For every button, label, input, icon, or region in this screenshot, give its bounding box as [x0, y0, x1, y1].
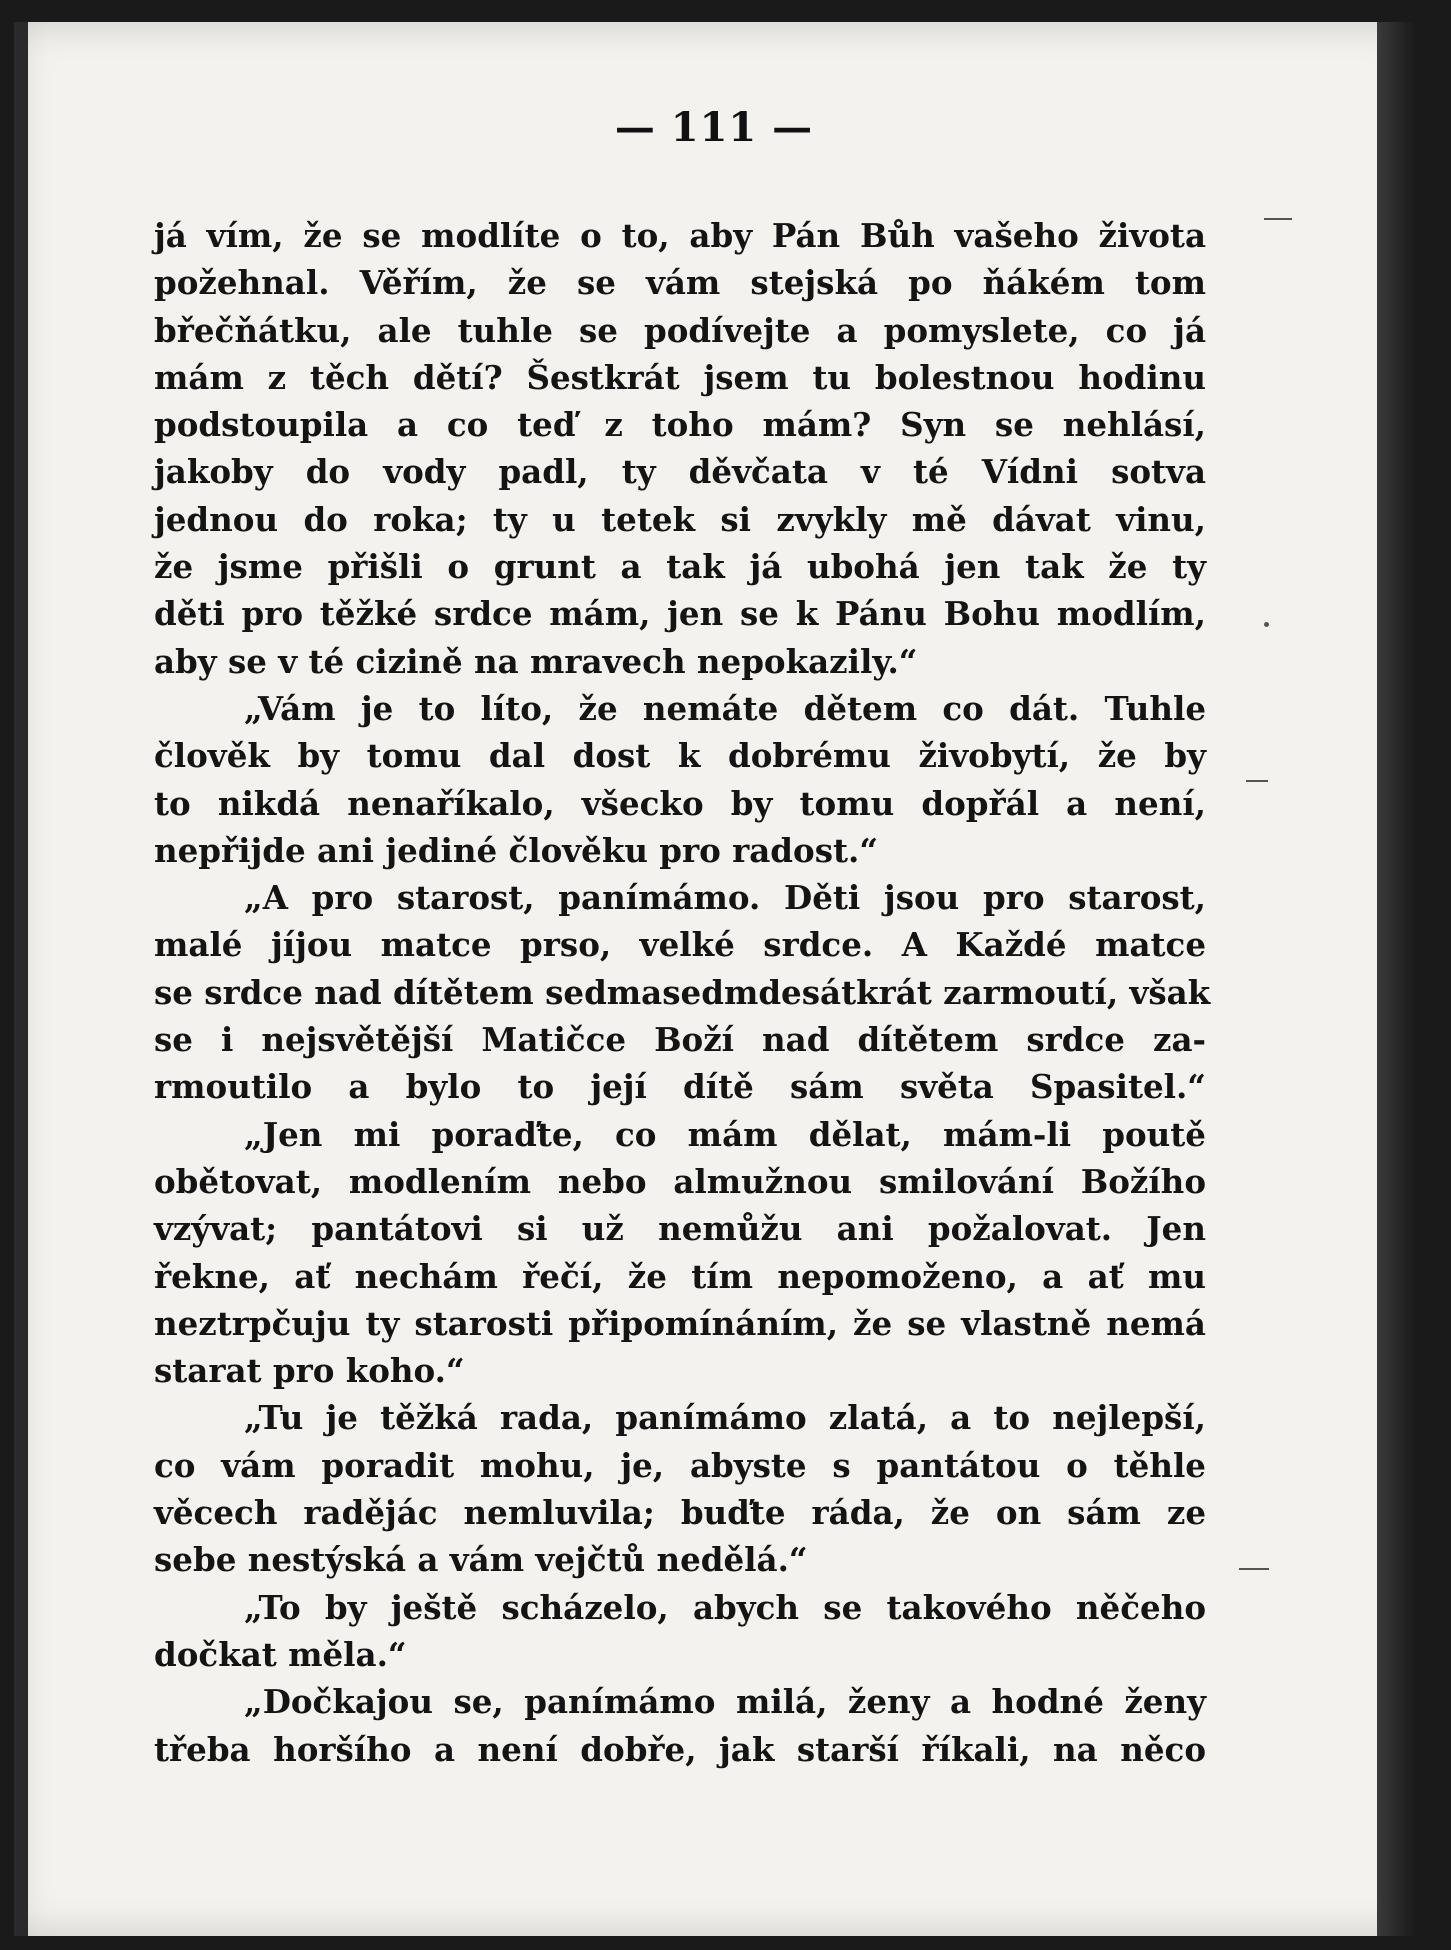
text-line: sebe nestýská a vám vejčtů nedělá.“: [154, 1540, 808, 1580]
text-line: jakoby do vody padl, ty děvčata v té Vídni sotva: [154, 452, 1206, 492]
text-line: „Tu je těžká rada, panímámo zlatá, a to nejlepší,: [244, 1398, 1206, 1438]
text-line: jednou do roka; ty u tetek si zvykly mě dávat vinu,: [154, 499, 1206, 539]
text-line: věcech radějác nemluvila; buďte ráda, že on sám ze: [154, 1493, 1206, 1533]
text-line: „To by ještě scházelo, abych se takového něčeho: [244, 1587, 1206, 1627]
margin-mark: [1239, 1568, 1269, 1570]
text-line: děti pro těžké srdce mám, jen se k Pánu Bohu modlím,: [154, 594, 1206, 634]
text-line: neztrpčuju ty starosti připomínáním, že se vlastně nemá: [154, 1303, 1206, 1343]
margin-mark: [1264, 622, 1269, 627]
page-left-edge: [14, 22, 28, 1936]
text-line: rmoutilo a bylo to její dítě sám světa Spasitel.“: [154, 1067, 1206, 1107]
text-line: malé jíjou matce prso, velké srdce. A Každé matce: [154, 925, 1206, 965]
text-line: „Dočkajou se, panímámo milá, ženy a hodné ženy: [244, 1682, 1206, 1722]
text-line: „A pro starost, panímámo. Děti jsou pro starost,: [244, 878, 1206, 918]
text-line: břečňátku, ale tuhle se podívejte a pomyslete, co já: [154, 310, 1206, 350]
text-line: mám z těch dětí? Šestkrát jsem tu bolestnou hodinu: [154, 357, 1206, 397]
margin-mark: [1246, 780, 1268, 782]
text-line: nepřijde ani jediné člověku pro radost.“: [154, 830, 879, 870]
text-line: podstoupila a co teď z toho mám? Syn se nehlásí,: [154, 405, 1206, 445]
text-line: požehnal. Věřím, že se vám stejská po ňákém tom: [154, 263, 1206, 303]
text-line: dočkat měla.“: [154, 1634, 407, 1674]
text-line: starat pro koho.“: [154, 1351, 465, 1391]
text-line: „Jen mi poraďte, co mám dělat, mám-li poutě: [244, 1114, 1206, 1154]
margin-mark: [1264, 218, 1292, 220]
text-line: vzývat; pantátovi si už nemůžu ani požalovat. Jen: [154, 1209, 1206, 1249]
page-right-edge: [1377, 22, 1414, 1936]
text-line: to nikdá nenaříkalo, všecko by tomu dopřál a není,: [154, 783, 1206, 823]
text-line: obětovat, modlením nebo almužnou smilování Božího: [154, 1161, 1206, 1201]
body-text: [154, 212, 1211, 1773]
page-number: — 111 —: [614, 104, 814, 151]
text-line: co vám poradit mohu, je, abyste s pantátou o těhle: [154, 1445, 1206, 1485]
text-line: že jsme přišli o grunt a tak já ubohá jen tak že ty: [154, 547, 1206, 587]
text-line: „Vám je to líto, že nemáte dětem co dát. Tuhle: [244, 688, 1206, 728]
text-line: aby se v té cizině na mravech nepokazily.“: [154, 641, 918, 681]
text-line: se srdce nad dítětem sedmasedmdesátkrát zarmoutí, však: [154, 972, 1211, 1012]
text-line: já vím, že se modlíte o to, aby Pán Bůh vašeho života: [154, 216, 1206, 255]
text-line: řekne, ať nechám řečí, že tím nepomoženo, a ať mu: [154, 1256, 1206, 1296]
text-line: třeba horšího a není dobře, jak starší říkali, na něco: [154, 1729, 1206, 1769]
text-line: se i nejsvětější Matičce Boží nad dítětem srdce za-: [154, 1020, 1206, 1060]
book-page: [14, 22, 1414, 1936]
text-line: člověk by tomu dal dost k dobrému živobytí, že by: [154, 736, 1206, 776]
